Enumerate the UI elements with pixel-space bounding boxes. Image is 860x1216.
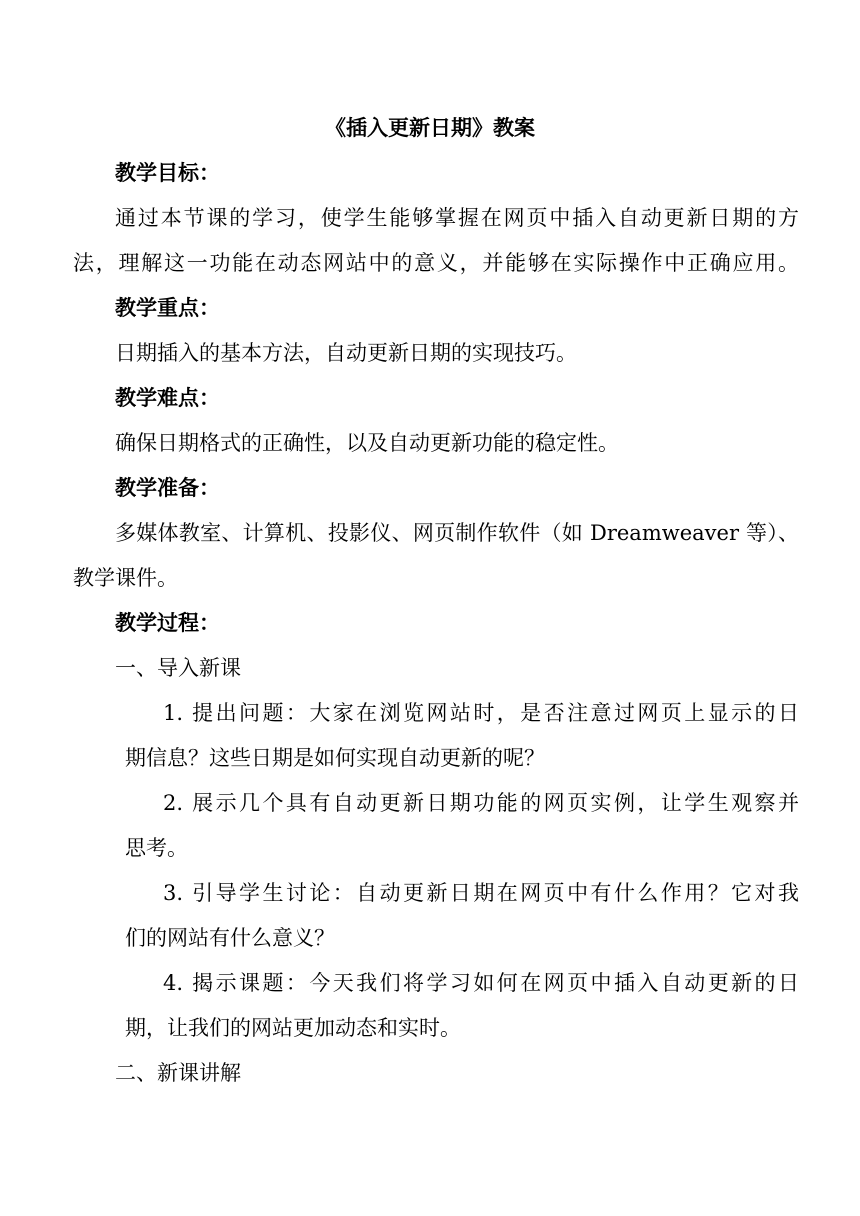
process-item2-line1: 2. 展示几个具有自动更新日期功能的网页实例，让学生观察并	[163, 791, 799, 815]
section-two-heading: 二、新课讲解	[115, 1061, 241, 1085]
preparation-heading: 教学准备：	[115, 476, 220, 500]
document-title: 《插入更新日期》教案	[325, 116, 535, 140]
process-item3-line1: 3. 引导学生讨论：自动更新日期在网页中有什么作用？它对我	[163, 881, 799, 905]
preparation-text-line1: 多媒体教室、计算机、投影仪、网页制作软件（如 Dreamweaver 等）、	[115, 521, 799, 545]
key-points-heading: 教学重点：	[115, 296, 220, 320]
key-points-text: 日期插入的基本方法，自动更新日期的实现技巧。	[115, 341, 577, 365]
objectives-text-line1: 通过本节课的学习，使学生能够掌握在网页中插入自动更新日期的方	[115, 206, 799, 230]
difficulties-text: 确保日期格式的正确性，以及自动更新功能的稳定性。	[115, 431, 619, 455]
process-heading: 教学过程：	[115, 611, 220, 635]
objectives-text-line2: 法，理解这一功能在动态网站中的意义，并能够在实际操作中正确应用。	[73, 251, 799, 275]
difficulties-heading: 教学难点：	[115, 386, 220, 410]
process-item2-line2: 思考。	[125, 836, 188, 860]
process-item4-line1: 4. 揭示课题：今天我们将学习如何在网页中插入自动更新的日	[163, 971, 799, 995]
process-item4-line2: 期，让我们的网站更加动态和实时。	[125, 1016, 461, 1040]
process-item1-line2: 期信息？这些日期是如何实现自动更新的呢？	[125, 746, 545, 770]
process-item3-line2: 们的网站有什么意义？	[125, 926, 335, 950]
process-item1-line1: 1. 提出问题：大家在浏览网站时，是否注意过网页上显示的日	[163, 701, 799, 725]
section-one-heading: 一、导入新课	[115, 656, 241, 680]
preparation-text-line2: 教学课件。	[73, 566, 178, 590]
objectives-heading: 教学目标：	[115, 161, 220, 185]
